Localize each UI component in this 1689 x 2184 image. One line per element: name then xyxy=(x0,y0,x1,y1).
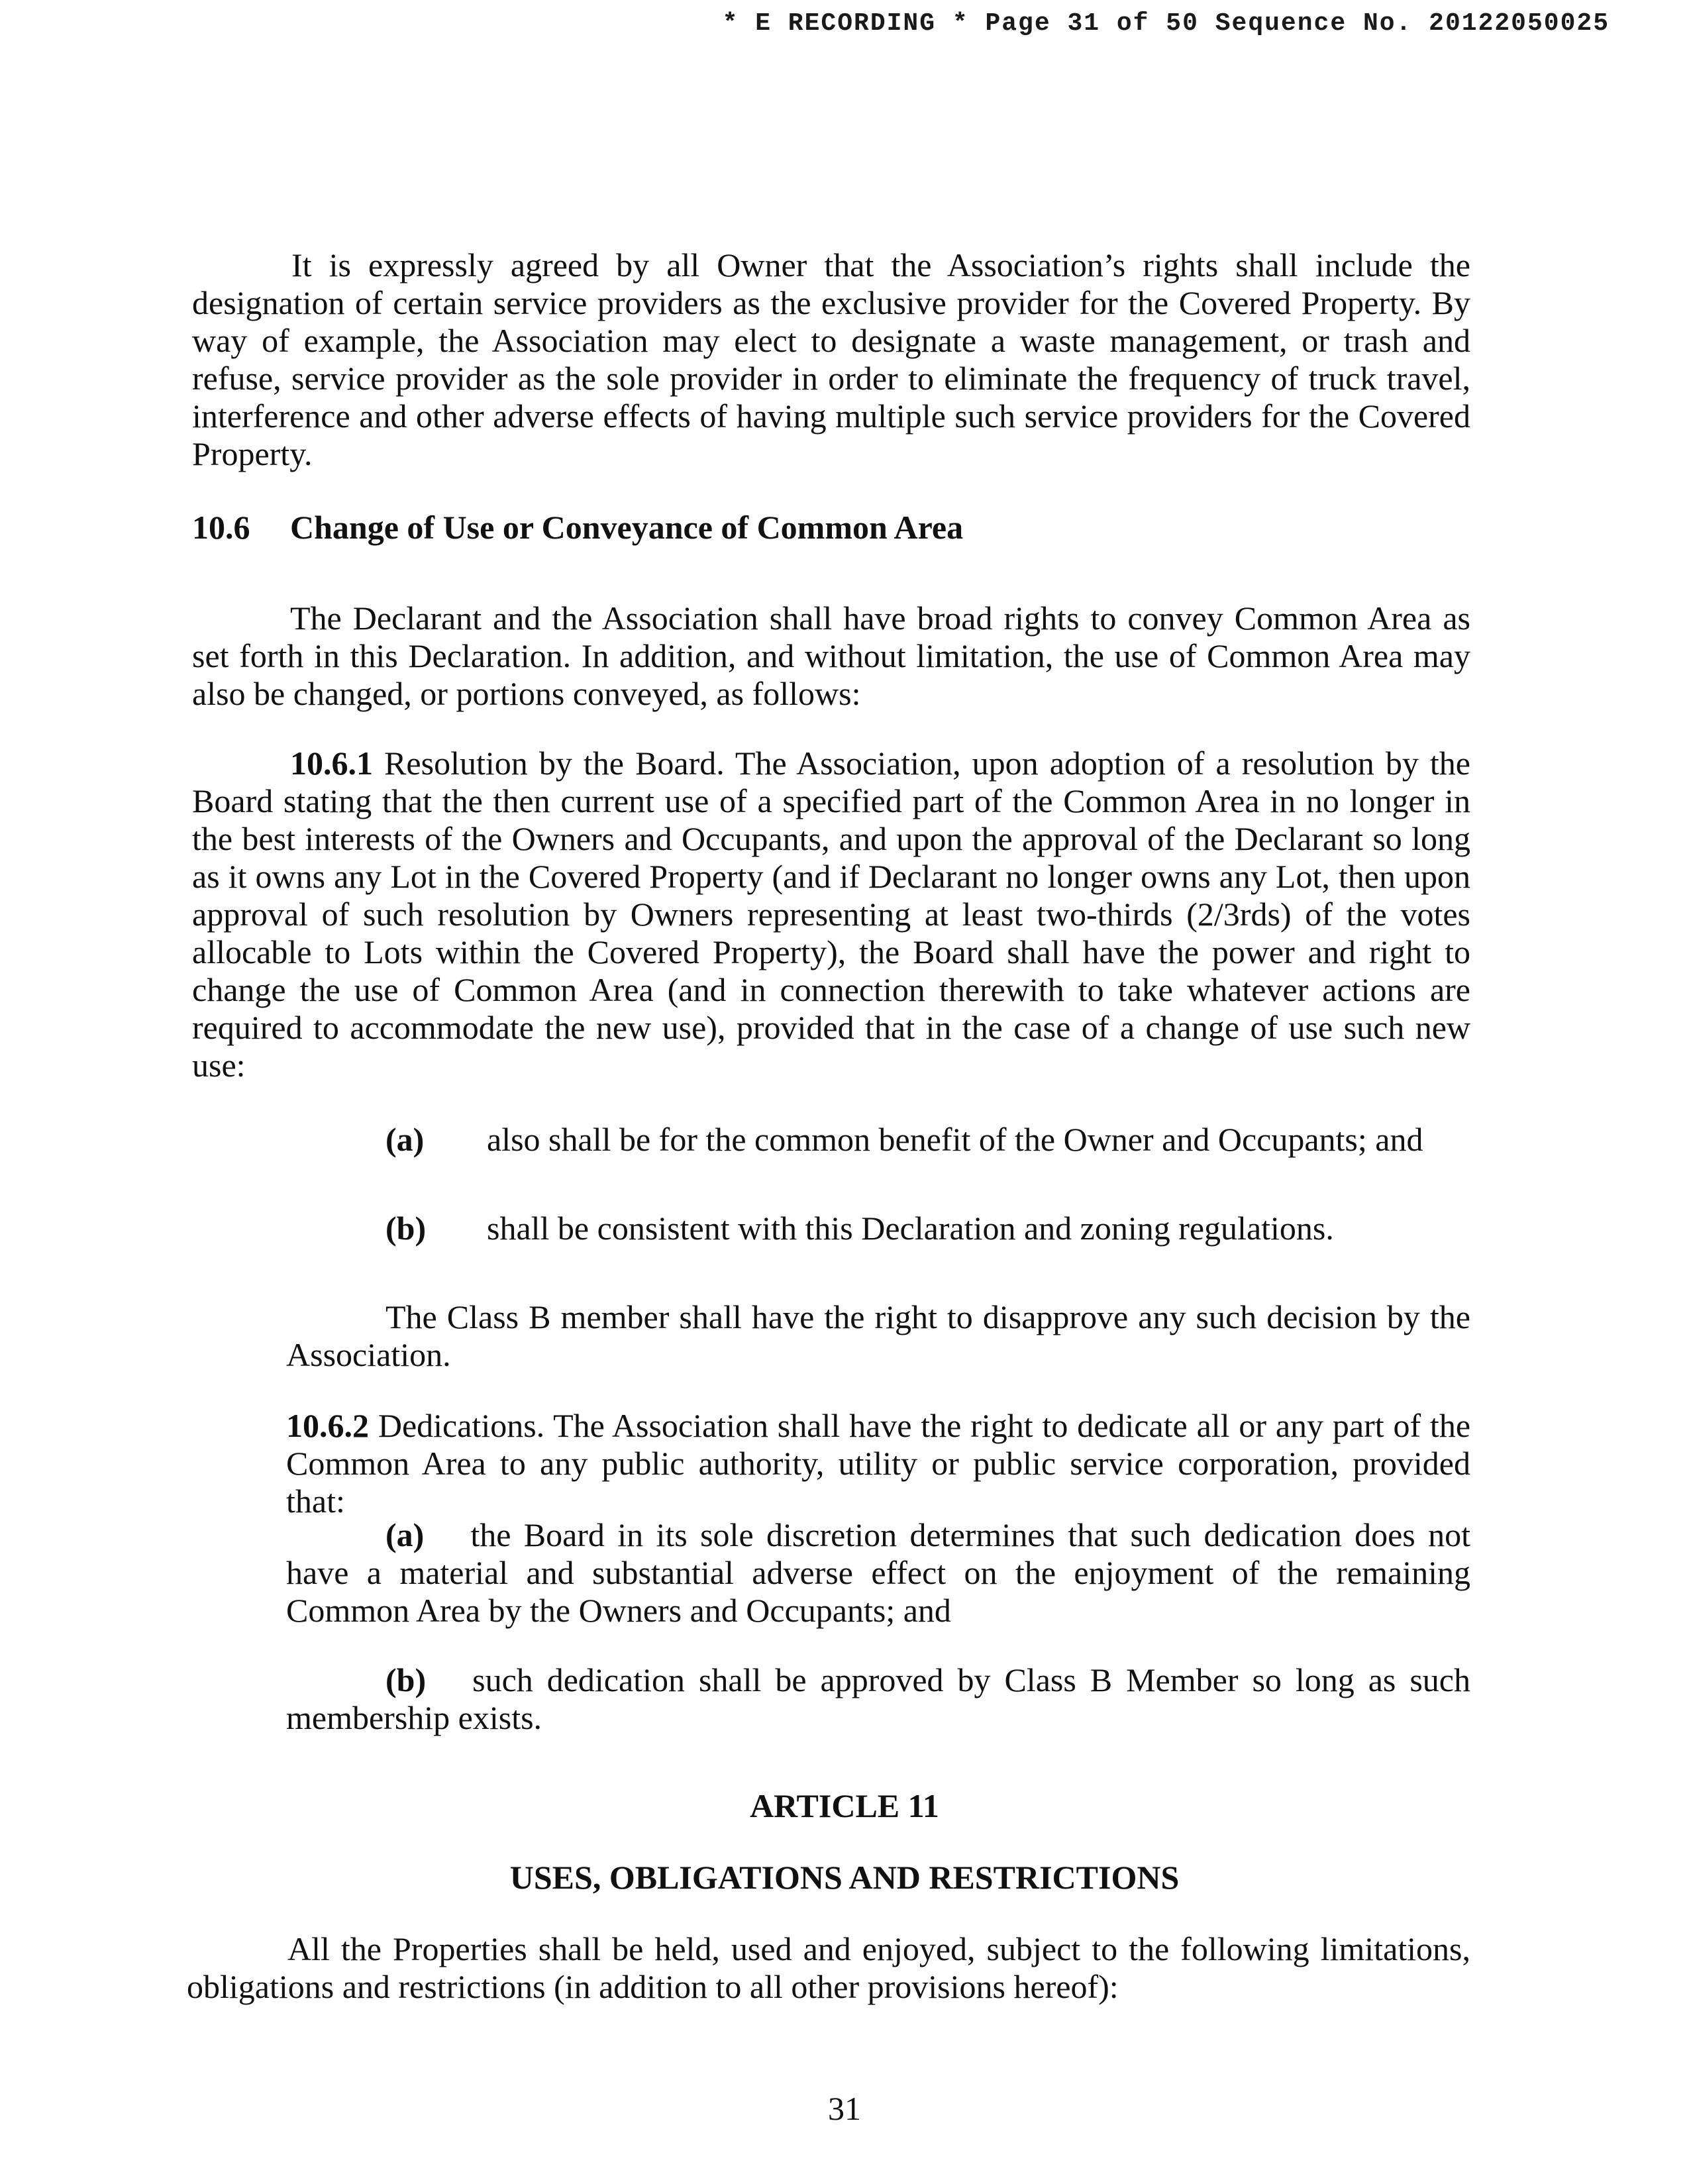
section-10-6-1-text: Resolution by the Board. The Association, upon adoption of a resolution by the Board stating that the then current use of a specified part of the Common Area in no longer in the best interests of the Owners and Occupants, and upon the approval of the Declarant so long as it owns any Lot in the Covered Property (and if Declarant no longer owns any Lot, then upon approval of such resolution by Owners representing at least two-thirds (2/3rds) of the votes allocable to Lots within the Covered Property), the Board shall have the power and right to change the use of Common Area (and in connection therewith to take whatever actions are required to accommodate the new use), provided that in the case of a change of use such new use: xyxy=(192,745,1470,1084)
section-10-6-title: Change of Use or Conveyance of Common Area xyxy=(290,509,964,546)
intro-text: It is expressly agreed by all Owner that the Association’s rights shall include the designation of certain service providers as the exclusive provider for the Covered Property. By way of example, the Association may elect to designate a waste management, or trash and refuse, service provider as the sole provider in order to eliminate the frequency of truck travel, interference and other adverse effects of having multiple such service providers for the Covered Property. xyxy=(192,246,1470,472)
item-10-6-2-a-text: the Board in its sole discretion determines that such dedication does not have a material and substantial adverse effect on the enjoyment of the remaining Common Area by the Owners and Occupants; and xyxy=(286,1516,1470,1629)
section-10-6-1-paragraph xyxy=(192,745,1470,1084)
item-10-6-2-a-label: (a) xyxy=(385,1516,425,1553)
recording-header: * E RECORDING * Page 31 of 50 Sequence No. 20122050025 xyxy=(722,9,1610,38)
class-b-paragraph xyxy=(286,1298,1470,1374)
section-10-6-heading xyxy=(192,509,250,546)
article-title: USES, OBLIGATIONS AND RESTRICTIONS xyxy=(509,1859,1180,1896)
item-10-6-2-b-label: (b) xyxy=(385,1661,427,1698)
section-10-6-number: 10.6 xyxy=(192,509,250,546)
item-10-6-1-b-text: shall be consistent with this Declaration and zoning regulations. xyxy=(487,1210,1334,1247)
article-text: All the Properties shall be held, used and enjoyed, subject to the following limitations, obligations and restrictions (in addition to all other provisions hereof): xyxy=(187,1930,1470,2005)
page-number: 31 xyxy=(828,2090,861,2127)
section-10-6-2-paragraph xyxy=(286,1407,1470,1520)
class-b-text: The Class B member shall have the right to disapprove any such decision by the Association. xyxy=(286,1298,1470,1373)
section-10-6-2-number: 10.6.2 xyxy=(286,1407,369,1444)
section-10-6-title-wrap xyxy=(290,509,963,546)
intro-paragraph xyxy=(192,246,1470,473)
section-10-6-2-text: Dedications. The Association shall have the right to dedicate all or any part of the Common Area to any public authority, utility or public service corporation, provided that: xyxy=(286,1407,1471,1520)
section-10-6-text: The Declarant and the Association shall have broad rights to convey Common Area as set forth in this Declaration. In addition, and without limitation, the use of Common Area may also be changed, or portions conveyed, as follows: xyxy=(192,599,1470,712)
article-paragraph xyxy=(187,1930,1470,2006)
item-10-6-2-a xyxy=(286,1516,1470,1630)
article-number: ARTICLE 11 xyxy=(750,1787,939,1824)
item-10-6-1-a-label: (a) xyxy=(385,1121,425,1158)
item-10-6-1-b-label: (b) xyxy=(385,1210,427,1247)
item-10-6-2-b-text: such dedication shall be approved by Class B Member so long as such membership exists. xyxy=(286,1661,1470,1736)
item-10-6-1-a-text: also shall be for the common benefit of the Owner and Occupants; and xyxy=(487,1121,1423,1158)
item-10-6-2-b xyxy=(286,1661,1470,1737)
section-10-6-paragraph xyxy=(192,599,1470,713)
section-10-6-1-number: 10.6.1 xyxy=(290,745,373,782)
